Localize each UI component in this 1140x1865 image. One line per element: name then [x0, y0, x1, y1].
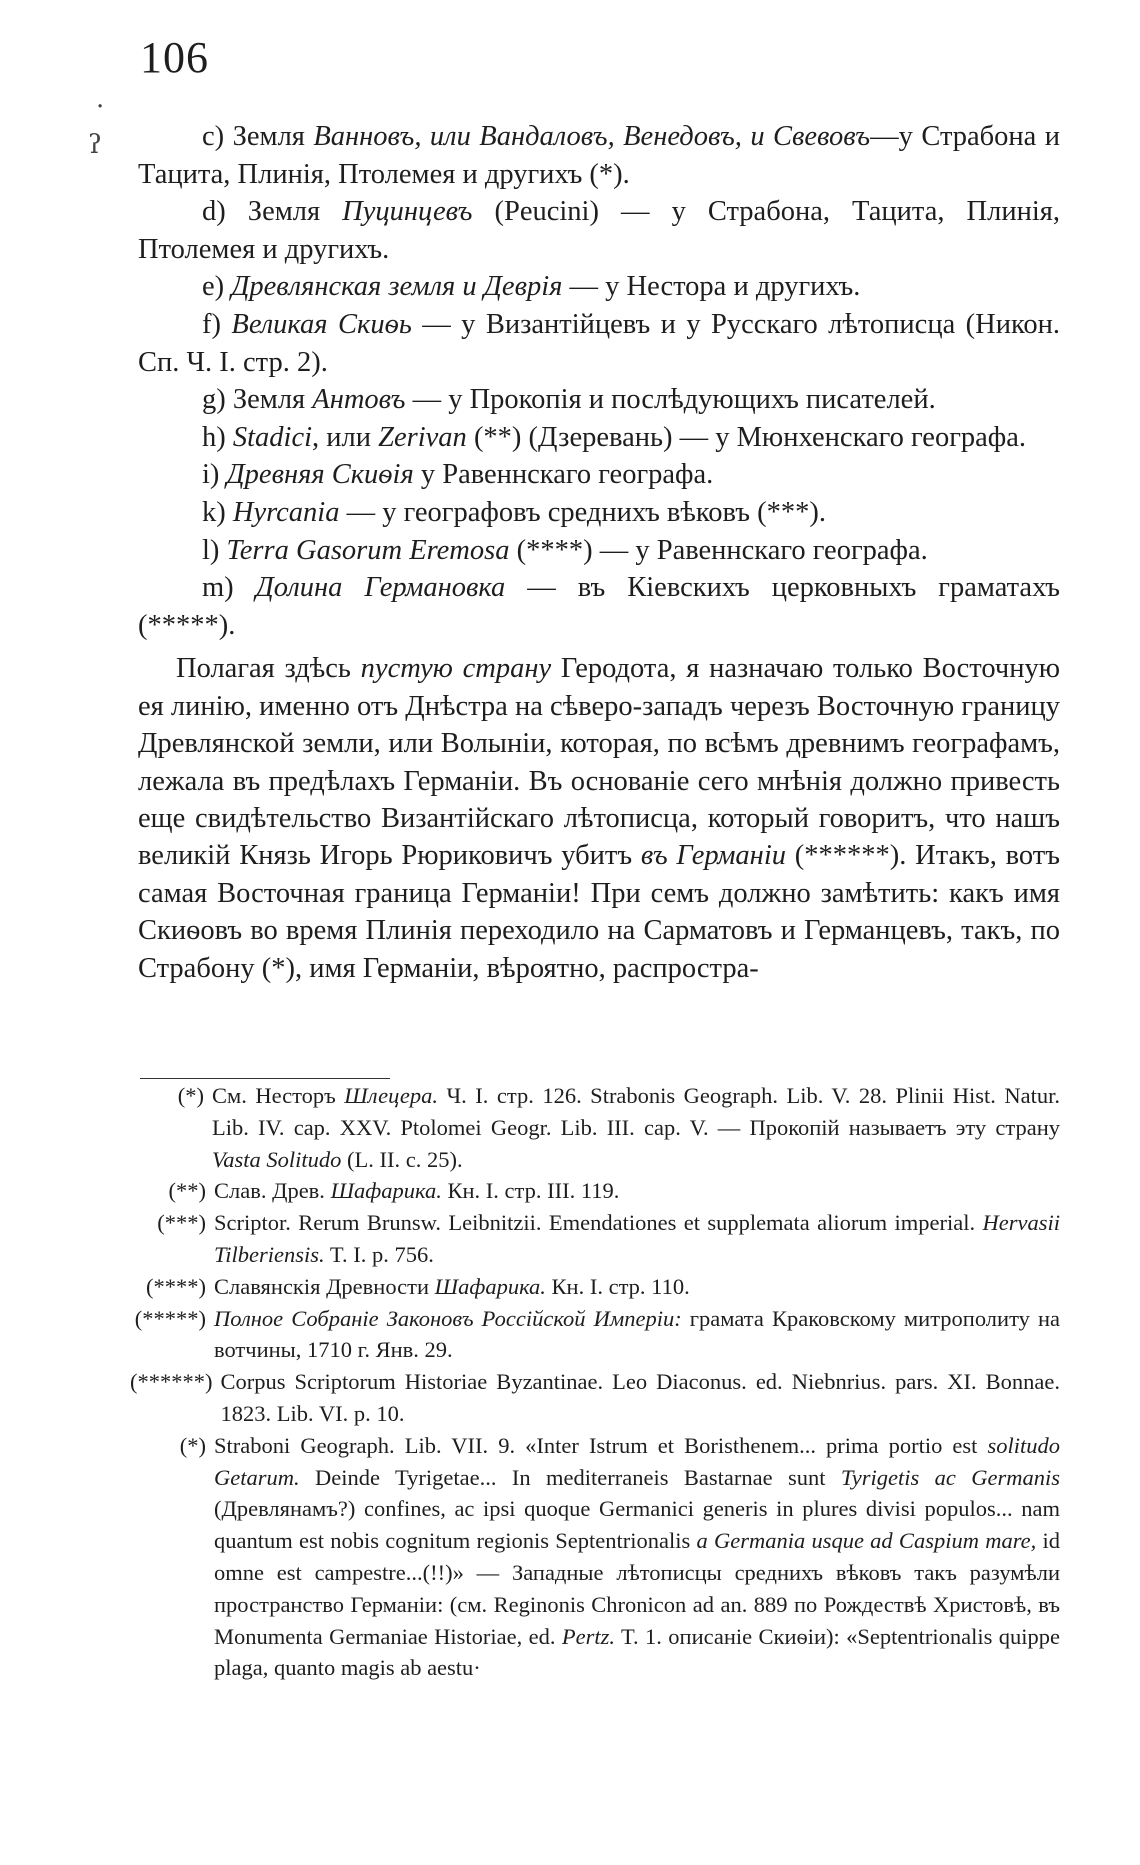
italic-run: Антовъ — [312, 384, 406, 416]
list-item — [138, 381, 1060, 419]
italic-run: Шафарика. — [434, 1273, 546, 1299]
footnote — [130, 1303, 1060, 1367]
text-run: Земля — [232, 121, 314, 152]
text-run: (L. II. c. 25). — [341, 1146, 463, 1172]
italic-run: Vasta Solitudo — [212, 1146, 342, 1172]
margin-speck: ʔ — [88, 130, 102, 160]
text-run: Земля — [247, 196, 343, 228]
enumerated-list — [138, 118, 1060, 644]
italic-run: Hervasii Tilberiensis. — [214, 1210, 1060, 1267]
text-run: — у Нестора и другихъ. — [562, 271, 861, 303]
footnote-text — [214, 1430, 1060, 1684]
text-run: , или — [312, 421, 379, 453]
footnote — [130, 1207, 1060, 1271]
list-item — [138, 569, 1060, 644]
text-run: (Peucini) — у Страбона, Тацита, Плинія, Птолемея и другихъ. — [138, 196, 1060, 265]
text-run: T. 1. описаніе Скиѳіи): «Septentrionalis quippe plaga, quanto magis ab aestu· — [214, 1623, 1060, 1681]
list-item — [138, 268, 1060, 306]
list-item — [138, 494, 1060, 532]
italic-run: Stadici — [232, 421, 313, 453]
footnote-mark: (**) — [168, 1178, 206, 1204]
item-letter: i) — [202, 459, 227, 491]
text-run: грамата Краковскому митрополиту на вотчины, 1710 г. Янв. 29. — [214, 1305, 1060, 1363]
italic-run: a Germania usque ad Caspium mare, — [696, 1528, 1037, 1554]
item-letter: l) — [202, 534, 227, 566]
italic-run: пустую страну — [360, 653, 552, 685]
item-letter: g) — [202, 384, 233, 416]
footnote-text — [214, 1271, 1060, 1303]
item-letter: k) — [202, 496, 233, 528]
text-run: Слав. Древ. — [214, 1178, 331, 1204]
footnote-rule — [140, 1078, 390, 1079]
footnotes — [130, 1080, 1060, 1684]
italic-run: Шафарика. — [330, 1178, 442, 1204]
text-run: Кн. I. стр. 110. — [545, 1273, 690, 1299]
italic-run: Древлянская земля и Деврія — [231, 271, 563, 303]
text-run: — у Прокопія и послѣдующихъ писателей. — [405, 384, 936, 416]
footnote — [130, 1175, 1060, 1207]
text-run: у Равеннскаго географа. — [413, 459, 714, 491]
footnote-text — [221, 1366, 1061, 1430]
italic-run: Ванновъ, или Вандаловъ, Венедовъ, и Свевовъ — [313, 121, 871, 152]
footnote-text — [214, 1207, 1060, 1271]
list-item — [138, 306, 1060, 381]
footnote — [130, 1430, 1060, 1684]
text-run: — у географовъ среднихъ вѣковъ (***). — [339, 496, 826, 528]
footnote-text — [214, 1175, 1060, 1207]
item-letter: d) — [202, 196, 248, 228]
text-run: Славянскія Древности — [214, 1273, 435, 1299]
body-paragraph — [138, 650, 1060, 987]
italic-run: Древняя Скиѳія — [226, 459, 414, 491]
footnote — [130, 1080, 1060, 1175]
text-run: (******). Итакъ, вотъ самая Восточная граница Германіи! При семъ должно замѣтить: какъ имя Скиѳовъ во время Плинія переходило на Сарматовъ и Германцевъ, такъ, по Страбону (*), имя Германіи, вѣроятно, распростра- — [138, 840, 1060, 984]
text-run: — у Византійцевъ и у Русскаго лѣтописца (Никон. Сп. Ч. I. стр. 2). — [138, 308, 1060, 378]
text-run: Геродота, я назначаю только Восточную ея линію, именно отъ Днѣстра на сѣверо-западъ черезъ Восточную границу Древлянской земли, или Волыніи, которая, по всѣмъ древнимъ географамъ, лежала въ предѣлахъ Германіи. Въ основаніе сего мнѣнія должно привесть еще свидѣтельство Византійскаго лѣтописца, который говоритъ, что нашъ великій Князь Игорь Рюриковичъ убитъ — [138, 653, 1060, 872]
item-letter: e) — [202, 271, 232, 303]
italic-run: Hyrcania — [232, 496, 340, 528]
footnote-mark: (******) — [130, 1369, 213, 1395]
italic-run: Полное Собраніе Законовъ Россійской Имперіи: — [214, 1305, 682, 1331]
footnote-mark: (***) — [157, 1210, 206, 1236]
italic-run: Terra Gasorum Eremosa — [226, 534, 510, 566]
list-item — [138, 456, 1060, 494]
text-run: Corpus Scriptorum Historiae Byzantinae. Leo Diaconus. ed. Niebnrius. pars. XI. Bonnae. 1823. Lib. VI. p. 10. — [220, 1369, 1060, 1426]
text-run: Земля — [232, 384, 313, 416]
item-letter: m) — [202, 572, 256, 604]
text-run: —у Страбона и Тацита, Плинія, Птолемея и другихъ (*). — [138, 121, 1061, 190]
item-letter: f) — [202, 308, 232, 340]
list-item — [138, 532, 1060, 570]
text-run: Кн. I. стр. III. 119. — [441, 1178, 620, 1204]
list-item — [138, 193, 1060, 268]
footnote-mark: (****) — [146, 1273, 206, 1299]
item-letter: c) — [202, 121, 233, 152]
text-run: (Древлянамъ?) confines, ac ipsi quoque Germanici generis in plures divisi populos... nam quantum est nobis cognitum regionis Septentrionalis — [214, 1496, 1060, 1554]
italic-run: Шлецера. — [344, 1083, 439, 1108]
footnote-mark: (*****) — [134, 1305, 206, 1331]
italic-run: Zerivan — [378, 421, 467, 453]
text-run: См. Несторъ — [212, 1083, 345, 1108]
footnote-text — [214, 1303, 1060, 1367]
italic-run: Pertz. — [561, 1623, 615, 1649]
footnote — [130, 1271, 1060, 1303]
text-run: Scriptor. Rerum Brunsw. Leibnitzii. Emendationes et supplemata aliorum imperial. — [214, 1210, 983, 1236]
italic-run: Долина Германовка — [255, 572, 506, 604]
italic-run: Пуцинцевъ — [342, 196, 473, 228]
footnote-mark: (*) — [179, 1432, 206, 1458]
footnote — [130, 1366, 1060, 1430]
text-run: T. I. p. 756. — [324, 1241, 434, 1267]
margin-speck: · — [96, 92, 105, 122]
text-run: Полагая здѣсь — [176, 653, 361, 685]
text-run: (**) (Дзеревань) — у Мюнхенскаго географа. — [466, 421, 1027, 453]
text-run: Straboni Geograph. Lib. VII. 9. «Inter Istrum et Boristhenem... prima portio est — [214, 1432, 988, 1458]
item-letter: h) — [202, 421, 233, 453]
list-item — [138, 419, 1060, 457]
list-item — [138, 118, 1060, 193]
italic-run: solitudo Getarum. — [214, 1432, 1060, 1490]
page-number: 106 — [140, 33, 209, 82]
text-run: Ч. I. стр. 126. Strabonis Geograph. Lib. V. 28. Plinii Hist. Natur. Lib. IV. cap. XXV. Ptolomei Geogr. Lib. III. cap. V. — Прокопій называетъ эту страну — [212, 1083, 1060, 1140]
main-text — [138, 118, 1060, 987]
text-run: id omne est campestre...(!!)» — Западные лѣтописцы среднихъ вѣковъ такъ разумѣли пространство Германіи: (см. Reginonis Chronicon ad an. 889 по Рождествѣ Христовѣ, въ Monumenta Germaniae Historiae, ed. — [214, 1528, 1060, 1649]
footnote-mark: (*) — [177, 1083, 204, 1108]
italic-run: Великая Скиѳь — [231, 308, 412, 340]
footnote-text — [212, 1080, 1060, 1175]
italic-run: въ Германіи — [640, 840, 786, 872]
italic-run: Tyrigetis ac Germanis — [840, 1464, 1060, 1490]
text-run: — въ Кіевскихъ церковныхъ граматахъ (*****). — [138, 572, 1060, 641]
text-run: Deinde Tyrigetae... In mediterraneis Bastarnae sunt — [299, 1464, 841, 1490]
text-run: (****) — у Равеннскаго географа. — [509, 534, 928, 566]
